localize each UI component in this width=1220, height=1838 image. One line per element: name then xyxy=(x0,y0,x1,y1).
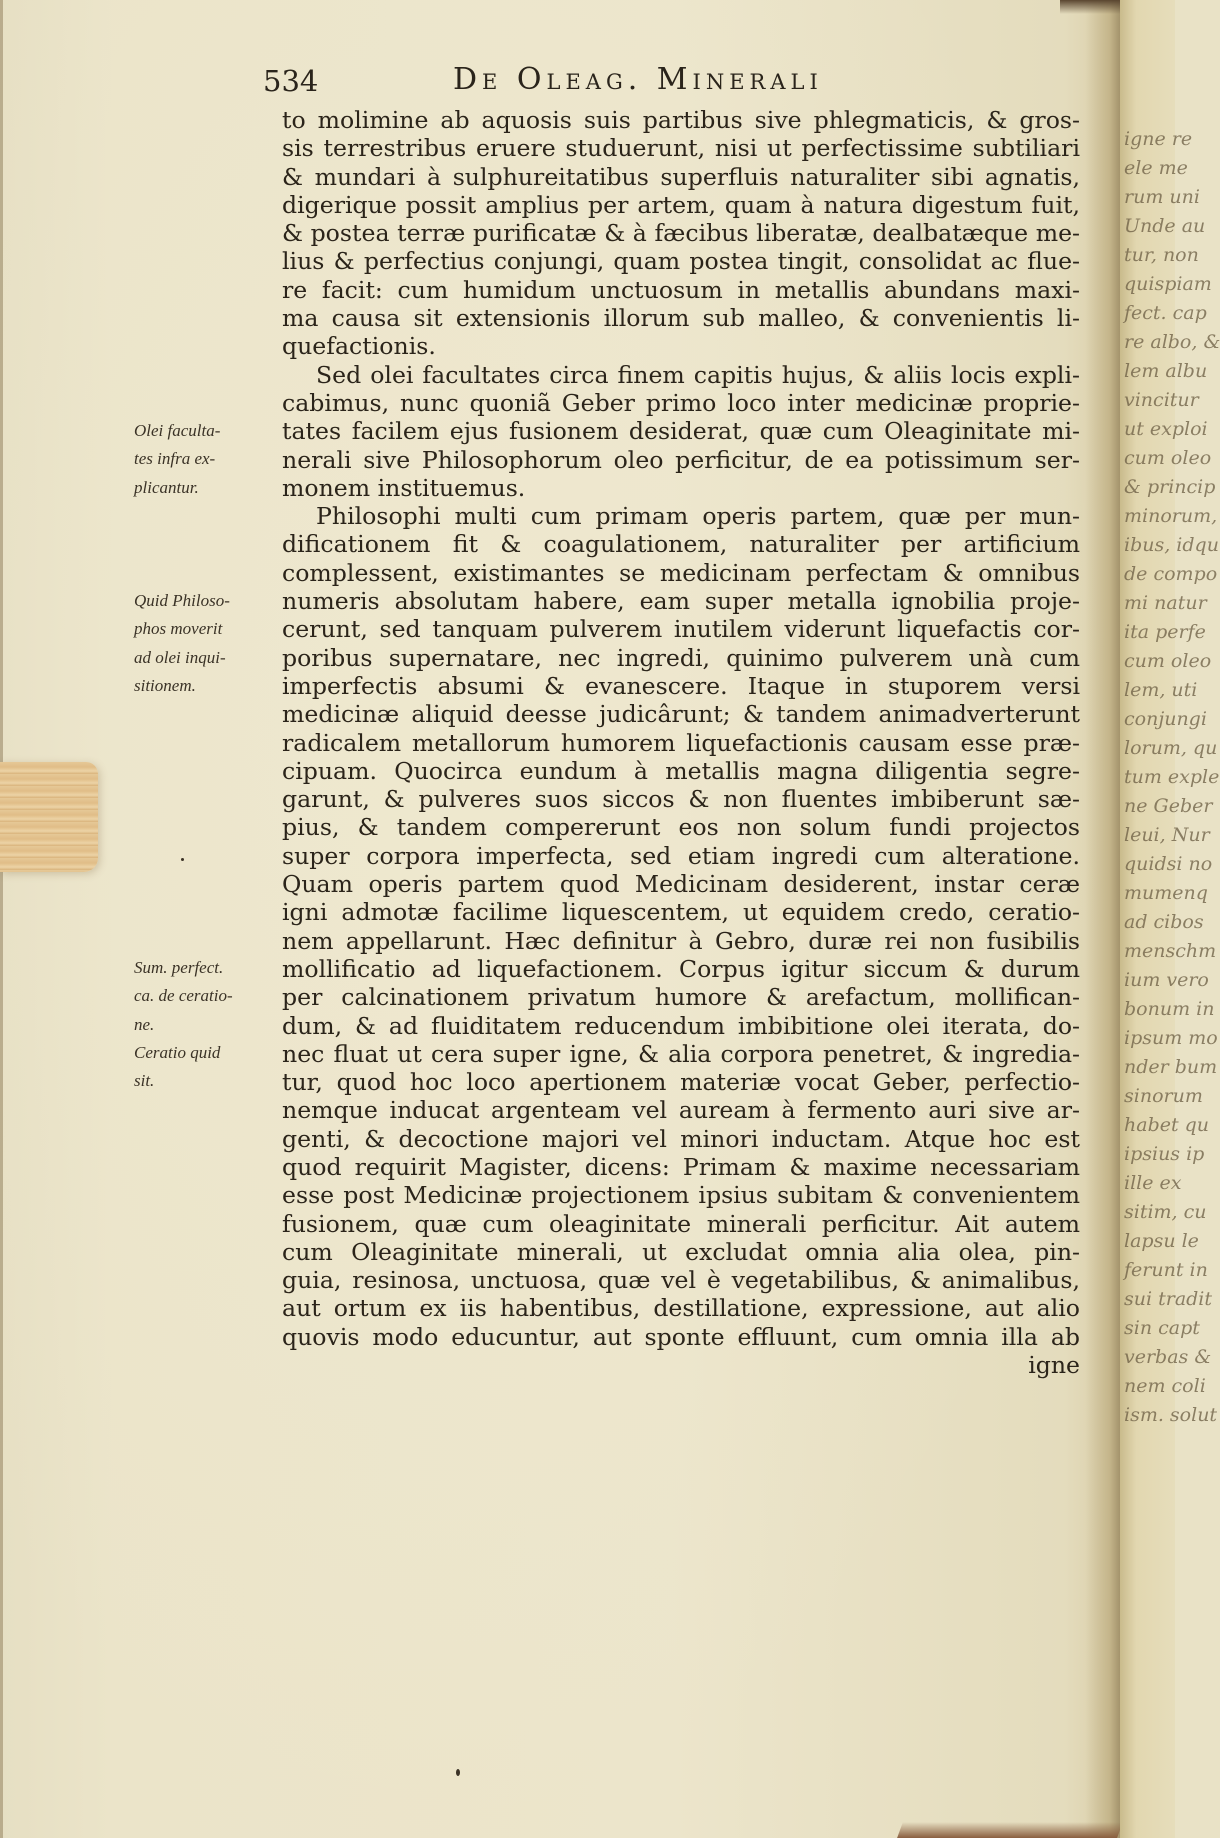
text-line: & mundari à sulphureitatibus superfluis naturaliter sibi agnatis, xyxy=(282,162,1080,191)
marginal-note-line: plicantur. xyxy=(134,477,199,497)
facing-page-fragment: ut exploi xyxy=(1124,418,1208,440)
text-line: tur, quod hoc loco apertionem materiæ vocat Geber, perfectio- xyxy=(282,1068,1080,1097)
running-head xyxy=(263,62,903,102)
text-line: mollificatio ad liquefactionem. Corpus igitur siccum & durum xyxy=(282,954,1080,983)
text-line: to molimine ab aquosis suis partibus sive phlegmaticis, & gros- xyxy=(282,106,1080,134)
facing-page-fragment: ipsum mo xyxy=(1124,1027,1218,1049)
text-line: esse post Medicinæ projectionem ipsius subitam & convenientem xyxy=(282,1181,1080,1210)
text-line: Philosophi multi cum primam operis partem, quæ per mun- xyxy=(316,502,1080,531)
facing-page-fragment: nem coli xyxy=(1124,1375,1206,1397)
text-line: digerique possit amplius per artem, quam à natura digestum fuit, xyxy=(282,190,1080,219)
text-line: guia, resinosa, unctuosa, quæ vel è vegetabilibus, & animalibus, xyxy=(282,1266,1080,1295)
text-line: re facit: cum humidum unctuosum in metallis abundans maxi- xyxy=(282,275,1080,304)
marginal-note-line: Quid Philoso- xyxy=(134,591,230,610)
ink-speck xyxy=(181,858,184,861)
text-line: lius & perfectius conjungi, quam postea tingit, consolidat ac flue- xyxy=(282,247,1080,276)
text-line: igni admotæ facilime liquescentem, ut equidem credo, ceratio- xyxy=(282,898,1080,927)
facing-page-fragment: ism. solut xyxy=(1124,1404,1218,1426)
text-line: poribus supernatare, nec ingredi, quinimo pulverem unà cum xyxy=(282,643,1080,672)
facing-page-fragment: & princip xyxy=(1124,476,1216,498)
facing-page-fragment: rum uni xyxy=(1124,186,1200,208)
facing-page-fragment: leui, Nur xyxy=(1124,824,1210,846)
facing-page-fragment: lorum, qu xyxy=(1124,737,1218,759)
text-line: tates facilem ejus fusionem desiderat, quæ cum Oleaginitate mi- xyxy=(282,417,1080,446)
facing-page-fragment: ad cibos xyxy=(1124,911,1204,933)
marginal-note xyxy=(134,417,276,502)
text-line: aut ortum ex iis habentibus, destillatione, expressione, aut alio xyxy=(282,1294,1080,1323)
facing-page-fragment: lem albu xyxy=(1124,360,1208,382)
facing-page-fragment: igne re xyxy=(1124,128,1193,150)
gutter-shadow xyxy=(1085,0,1120,1838)
facing-page-fragment: ele me xyxy=(1124,157,1188,179)
marginal-note-line: sit. xyxy=(134,1071,155,1091)
text-line: cum Oleaginitate minerali, ut excludat omnia alia olea, pin- xyxy=(282,1237,1080,1266)
marginal-note-line: tes infra ex- xyxy=(134,449,216,469)
facing-page-fragment: ium vero xyxy=(1124,969,1209,991)
facing-page-fragment: ibus, idqu xyxy=(1124,534,1219,556)
text-line: ma causa sit extensionis illorum sub malleo, & convenientis li- xyxy=(282,304,1080,333)
marginal-note-line: Ceratio quid xyxy=(134,1043,221,1062)
text-line: nemque inducat argenteam vel auream à fermento auri sive ar- xyxy=(282,1096,1080,1125)
ink-speck xyxy=(456,1769,460,1776)
facing-page-fragment: menschm xyxy=(1124,940,1217,962)
facing-page-fragment: tum exple xyxy=(1124,766,1220,788)
page-number: 534 xyxy=(263,64,319,98)
text-line: medicinæ aliquid deesse judicârunt; & tandem animadverterunt xyxy=(282,700,1080,729)
text-line: nem appellarunt. Hæc definitur à Gebro, duræ rei non fusibilis xyxy=(282,926,1080,955)
marginal-note xyxy=(134,587,276,700)
text-line: quovis modo educuntur, aut sponte effluunt, cum omnia illa ab xyxy=(282,1322,1080,1351)
facing-page-fragment: conjungi xyxy=(1124,708,1207,730)
text-line: nec fluat ut cera super igne, & alia corpora penetret, & ingredia- xyxy=(282,1039,1080,1068)
facing-page-fragment: minorum, xyxy=(1124,505,1218,527)
paper-tab xyxy=(0,762,98,872)
facing-page-fragment: lapsu le xyxy=(1124,1230,1199,1252)
text-line: nerali sive Philosophorum oleo perficitur, de ea potissimum ser- xyxy=(282,445,1080,474)
facing-page-fragment: quispiam xyxy=(1124,273,1212,295)
marginal-note-line: ca. de ceratio- xyxy=(134,986,233,1006)
marginal-note-line: Sum. perfect. xyxy=(134,958,224,977)
facing-page-fragment: sinorum xyxy=(1124,1085,1203,1107)
facing-page-fragment: nder bum xyxy=(1124,1056,1218,1078)
facing-page-fragment: sitim, cu xyxy=(1124,1201,1207,1223)
text-line: imperfectis absumi & evanescere. Itaque in stuporem versi xyxy=(282,671,1080,700)
facing-page-fragment: de compo xyxy=(1124,563,1218,585)
text-line: dum, & ad fluiditatem reducendum imbibitione olei iterata, do- xyxy=(282,1011,1080,1040)
text-line: Sed olei facultates circa finem capitis hujus, & aliis locis expli- xyxy=(316,360,1080,389)
marginal-note-line: ad olei inqui- xyxy=(134,647,226,667)
facing-page-fragment: bonum in xyxy=(1124,998,1215,1020)
text-line: sis terrestribus eruere studuerunt, nisi ut perfectissime subtiliari xyxy=(282,134,1080,163)
text-line: super corpora imperfecta, sed etiam ingredi cum alteratione. xyxy=(282,841,1080,870)
running-title: De Oleag. Minerali xyxy=(453,62,823,97)
facing-page-fragment: mi natur xyxy=(1124,592,1207,614)
facing-page-fragment: Unde au xyxy=(1124,215,1206,237)
facing-page-fragment: re albo, & xyxy=(1124,331,1220,353)
text-line: cabimus, nunc quoniã Geber primo loco inter medicinæ proprie- xyxy=(282,388,1080,417)
facing-page-fragment: habet qu xyxy=(1124,1114,1210,1136)
facing-page-fragment: ita perfe xyxy=(1124,621,1206,643)
text-line: cerunt, sed tanquam pulverem inutilem viderunt liquefactis cor- xyxy=(282,615,1080,644)
text-line: numeris absolutam habere, eam super metalla ignobilia proje- xyxy=(282,587,1080,616)
text-line: Quam operis partem quod Medicinam desiderent, instar ceræ xyxy=(282,870,1080,899)
marginal-note xyxy=(134,954,276,1039)
text-line: monem instituemus. xyxy=(282,473,526,502)
marginal-note-line: Olei faculta- xyxy=(134,421,221,440)
facing-page-fragment: ipsius ip xyxy=(1124,1143,1205,1165)
facing-page-fragment: ille ex xyxy=(1124,1172,1182,1194)
facing-page-fragment: verbas & xyxy=(1124,1346,1212,1368)
facing-page-fragment: mumenq xyxy=(1124,882,1208,904)
page-left-edge xyxy=(0,0,3,1838)
text-line: per calcinationem privatum humore & arefactum, mollifican- xyxy=(282,983,1080,1012)
text-line: dificationem fit & coagulationem, naturaliter per artificium xyxy=(282,530,1080,559)
text-line: quod requirit Magister, dicens: Primam & maxime necessariam xyxy=(282,1152,1080,1181)
facing-page-fragment: fect. cap xyxy=(1124,302,1207,324)
facing-page-fragment: sin capt xyxy=(1124,1317,1200,1339)
facing-page-fragment: ne Geber xyxy=(1124,795,1213,817)
text-line: garunt, & pulveres suos siccos & non fluentes imbiberunt sæ- xyxy=(282,785,1080,814)
facing-page-edge xyxy=(1120,0,1220,1838)
marginal-note-line: sitionem. xyxy=(134,675,196,695)
text-line: & postea terræ purificatæ & à fæcibus liberatæ, dealbatæque me- xyxy=(282,219,1080,248)
facing-page-fragment: vincitur xyxy=(1124,389,1199,411)
text-line: cipuam. Quocirca eundum à metallis magna diligentia segre- xyxy=(282,756,1080,785)
facing-page-fragment: cum oleo xyxy=(1124,447,1212,469)
facing-page-fragment: sui tradit xyxy=(1124,1288,1213,1310)
body-text xyxy=(282,106,1080,1379)
text-line: pius, & tandem compererunt eos non solum fundi projectos xyxy=(282,813,1080,842)
marginal-note-line: ne. xyxy=(134,1014,155,1034)
marginal-note xyxy=(134,1039,276,1096)
facing-page-fragment: ferunt in xyxy=(1124,1259,1208,1281)
text-line: complessent, existimantes se medicinam perfectam & omnibus xyxy=(282,558,1080,587)
facing-page-fragment: quidsi no xyxy=(1124,853,1213,875)
binding-bottom-edge xyxy=(897,1822,1123,1838)
text-line: fusionem, quæ cum oleaginitate minerali perficitur. Ait autem xyxy=(282,1209,1080,1238)
facing-page-fragment: lem, uti xyxy=(1124,679,1198,701)
facing-page-fragment: tur, non xyxy=(1124,244,1199,266)
facing-page-fragment: cum oleo xyxy=(1124,650,1212,672)
text-line: quefactionis. xyxy=(282,332,436,361)
text-line: radicalem metallorum humorem liquefactionis causam esse præ- xyxy=(282,728,1080,757)
catchword: igne xyxy=(1028,1351,1080,1380)
marginal-note-line: phos moverit xyxy=(134,619,223,639)
text-line: genti, & decoctione majori vel minori inductam. Atque hoc est xyxy=(282,1124,1080,1153)
